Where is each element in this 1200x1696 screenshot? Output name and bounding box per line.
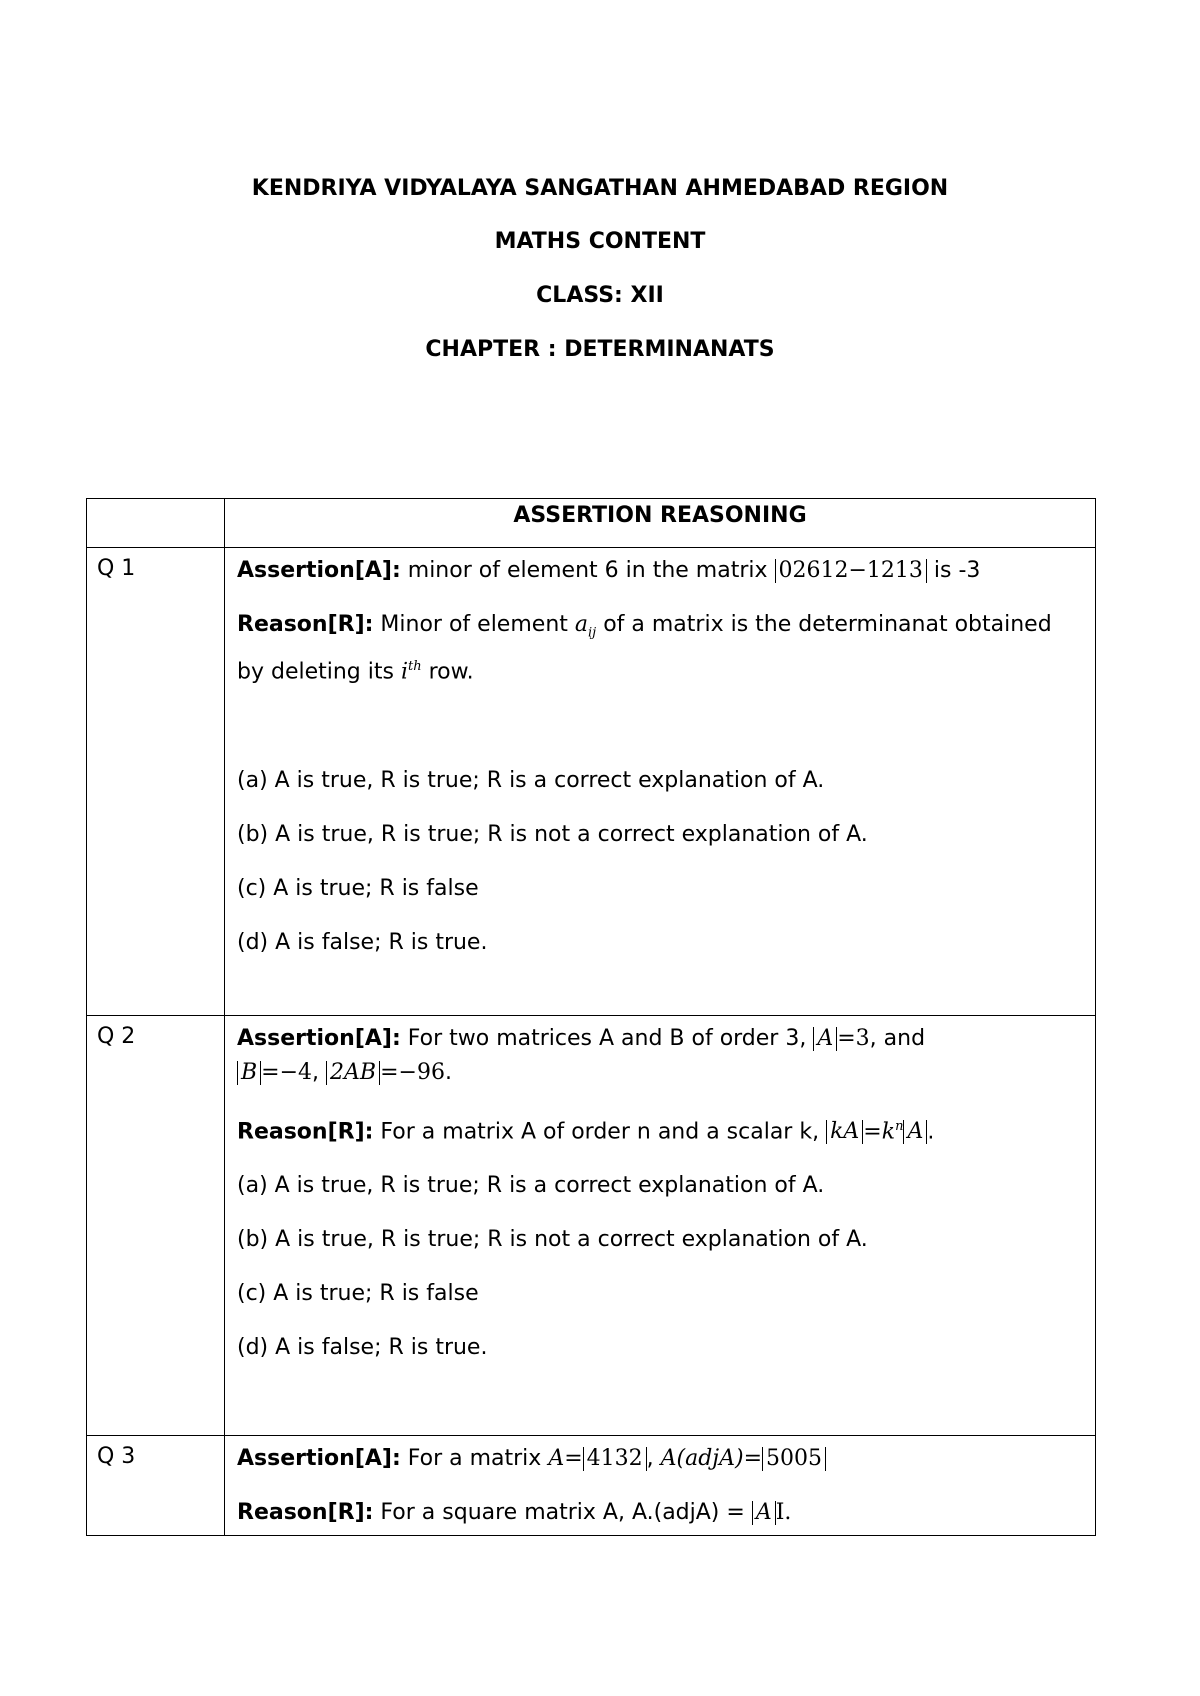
question-label: Q 1 xyxy=(87,548,225,1016)
reason-label: Reason[R]: xyxy=(237,612,374,637)
reason xyxy=(237,1110,1083,1149)
assertion-tail: is -3 xyxy=(926,558,981,583)
a-equals: A= xyxy=(548,1446,583,1471)
reason-text-2: of a matrix is the determinanat obtained by deleting its xyxy=(237,612,1052,685)
header-school-name: KENDRIYA VIDYALAYA SANGATHAN AHMEDABAD REGION xyxy=(251,176,949,201)
reason-text: For a square matrix A, A.(adjA) = xyxy=(373,1500,752,1525)
question-row-2 xyxy=(87,1016,1096,1436)
subscript-ij: ij xyxy=(588,625,597,641)
header-subject: MATHS CONTENT xyxy=(494,229,706,254)
assertion xyxy=(237,1022,1083,1090)
matrix-result: 5005 xyxy=(762,1447,826,1471)
option-b: (b) A is true, R is true; R is not a correct explanation of A. xyxy=(237,1227,868,1253)
question-row-1 xyxy=(87,548,1096,1016)
question-row-3 xyxy=(87,1436,1096,1536)
reason-text: For a matrix A of order n and a scalar k, xyxy=(373,1119,827,1145)
option-c: (c) A is true; R is false xyxy=(237,1281,479,1307)
reason xyxy=(237,1496,1083,1530)
period: . xyxy=(444,1060,452,1085)
var-i: i xyxy=(400,659,409,685)
abs-a: A xyxy=(752,1501,776,1525)
assertion xyxy=(237,554,1083,588)
table-heading: ASSERTION REASONING xyxy=(225,499,1096,548)
reason-text-3: row. xyxy=(421,659,474,685)
abs-2ab: 2AB xyxy=(326,1061,380,1085)
question-label: Q 3 xyxy=(87,1436,225,1536)
assertion-text: minor of element 6 in the matrix xyxy=(400,558,775,583)
separator: , xyxy=(646,1446,661,1471)
matrix: 02612−1213 xyxy=(775,559,927,583)
superscript-n: n xyxy=(895,1119,904,1134)
equals-k: =k xyxy=(863,1119,896,1145)
abs-2ab-value: =−96 xyxy=(380,1060,445,1085)
abs-a: A xyxy=(813,1027,837,1051)
question-content xyxy=(225,548,1096,1016)
question-content xyxy=(225,1016,1096,1436)
element-a: a xyxy=(574,612,588,637)
option-b: (b) A is true, R is true; R is not a correct explanation of A. xyxy=(237,821,868,847)
abs-ka: kA xyxy=(826,1120,863,1144)
assertion-label: Assertion[A]: xyxy=(237,1446,401,1471)
assertion xyxy=(237,1442,1083,1476)
reason-end: . xyxy=(927,1119,935,1145)
matrix-a: 4132 xyxy=(583,1447,647,1471)
option-a: (a) A is true, R is true; R is a correct explanation of A. xyxy=(237,1173,825,1199)
option-a: (a) A is true, R is true; R is a correct explanation of A. xyxy=(237,767,825,793)
header-empty-cell xyxy=(87,499,225,548)
reason xyxy=(237,608,1083,690)
option-c: (c) A is true; R is false xyxy=(237,875,479,901)
header-chapter: CHAPTER : DETERMINANATS xyxy=(425,337,775,362)
option-d: (d) A is false; R is true. xyxy=(237,1335,488,1361)
reason-end: I. xyxy=(775,1500,792,1525)
abs-b: B xyxy=(237,1061,261,1085)
option-d: (d) A is false; R is true. xyxy=(237,929,488,955)
a-adj-a: A(adjA)= xyxy=(660,1446,763,1471)
question-content xyxy=(225,1436,1096,1536)
assertion-label: Assertion[A]: xyxy=(237,558,401,583)
question-label: Q 2 xyxy=(87,1016,225,1436)
reason-label: Reason[R]: xyxy=(237,1500,374,1525)
and-text: , and xyxy=(869,1026,926,1051)
assertion-text: For a matrix xyxy=(400,1446,549,1471)
assertion-text: For two matrices A and B of order 3, xyxy=(400,1026,814,1051)
header-class: CLASS: XII xyxy=(536,283,664,308)
abs-b-value: =−4 xyxy=(261,1060,313,1085)
reason-label: Reason[R]: xyxy=(237,1119,374,1145)
table-header-row xyxy=(87,499,1096,548)
reason-text: Minor of element xyxy=(373,612,575,637)
comma: , xyxy=(312,1060,327,1085)
questions-table xyxy=(86,498,1096,1536)
abs-a-2: A xyxy=(903,1120,927,1144)
assertion-label: Assertion[A]: xyxy=(237,1026,401,1051)
abs-a-value: =3 xyxy=(837,1026,870,1051)
superscript-th: th xyxy=(408,659,422,675)
